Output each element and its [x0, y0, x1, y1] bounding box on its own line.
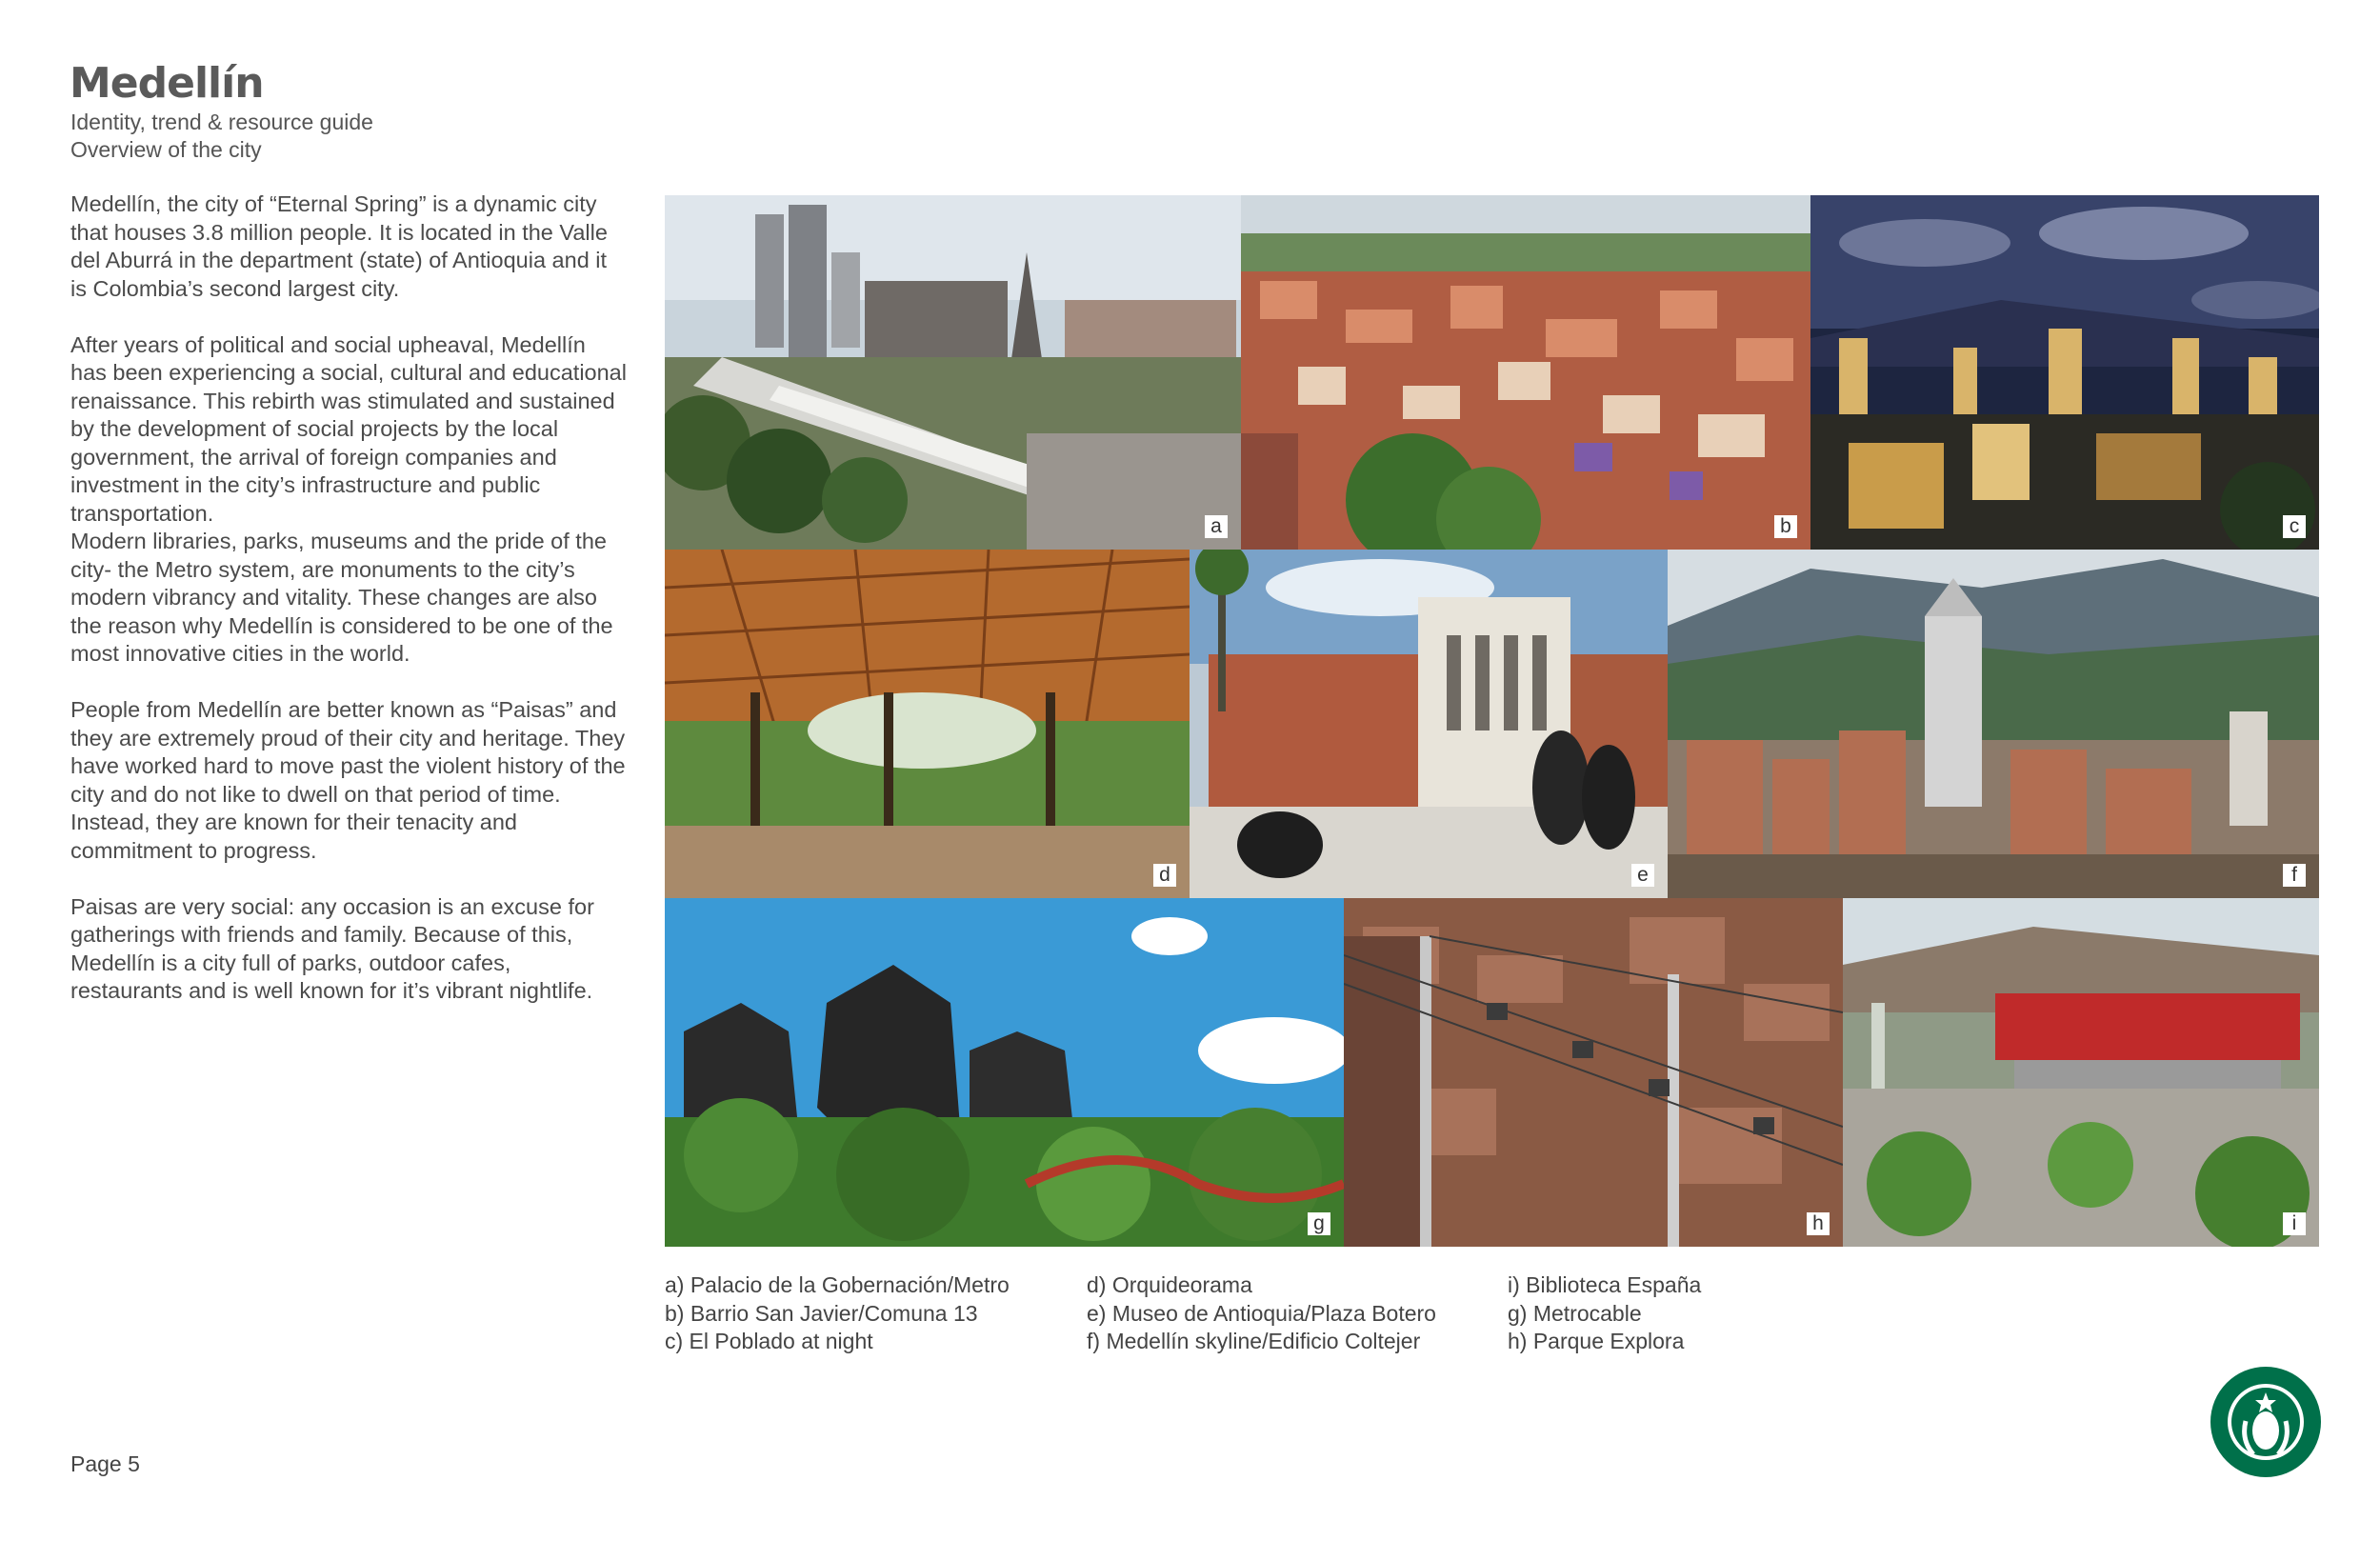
- caption: e) Museo de Antioquia/Plaza Botero: [1087, 1300, 1436, 1326]
- photo-label: a: [1205, 515, 1228, 538]
- caption-column-2: [1087, 1271, 1436, 1356]
- photo-biblioteca-espana: [665, 898, 1344, 1247]
- paragraph: After years of political and social upheaval, Medellín has been experiencing a social, cultural and educational renaissance. This rebirth was stimulated and sustained by the development of social projects by the local government, the arrival of foreign companies and investment in the city’s infrastructure and public transportation.: [70, 331, 627, 526]
- photo-label: e: [1631, 864, 1654, 887]
- photo-barrio-san-javier: [1241, 195, 1810, 550]
- photo-label: d: [1153, 864, 1176, 887]
- intro-text: [70, 190, 628, 1033]
- document-subtitle: Identity, trend & resource guide: [70, 110, 373, 134]
- caption: c) El Poblado at night: [665, 1329, 873, 1353]
- paragraph: Medellín, the city of “Eternal Spring” is a dynamic city that houses 3.8 million people. It is located in the Valle del Aburrá in the department (state) of Antioquia and it is Colombia’s second largest city.: [70, 191, 608, 301]
- photo-label: c: [2283, 515, 2306, 538]
- caption-column-1: [665, 1271, 1010, 1356]
- paragraph: Modern libraries, parks, museums and the pride of the city- the Metro system, are monuments to the city’s modern vibrancy and vitality. These changes are also the reason why Medellín is considered to be one of the most innovative cities in the world.: [70, 529, 613, 666]
- page-title: Medellín: [70, 59, 264, 108]
- caption-column-3: [1508, 1271, 1701, 1356]
- section-subtitle: Overview of the city: [70, 137, 262, 162]
- starbucks-logo-icon: [2208, 1364, 2324, 1480]
- photo-label: i: [2283, 1212, 2306, 1235]
- photo-orquideorama: [665, 550, 1190, 898]
- caption: d) Orquideorama: [1087, 1272, 1252, 1297]
- photo-palacio-metro: [665, 195, 1241, 550]
- caption: f) Medellín skyline/Edificio Coltejer: [1087, 1329, 1421, 1353]
- page-number: Page 5: [70, 1451, 140, 1476]
- caption: h) Parque Explora: [1508, 1329, 1685, 1353]
- photo-parque-explora: [1843, 898, 2319, 1247]
- photo-label: g: [1308, 1212, 1330, 1235]
- paragraph: Paisas are very social: any occasion is an excuse for gatherings with friends and family. Because of this, Medellín is a city full of parks, outdoor cafes, restaurants and is well known for it’s vibrant nightlife.: [70, 893, 594, 1003]
- photo-metrocable: [1344, 898, 1843, 1247]
- caption: b) Barrio San Javier/Comuna 13: [665, 1300, 978, 1326]
- caption: g) Metrocable: [1508, 1300, 1642, 1326]
- photo-el-poblado-night: [1810, 195, 2319, 550]
- photo-label: h: [1807, 1212, 1830, 1235]
- paragraph: People from Medellín are better known as “Paisas” and they are extremely proud of their city and heritage. They have worked hard to move past the violent history of the city and do not like to dwell on that period of time. Instead, they are known for their tenacity and commitment to progress.: [70, 697, 626, 863]
- photo-label: b: [1774, 515, 1797, 538]
- caption: a) Palacio de la Gobernación/Metro: [665, 1272, 1010, 1297]
- caption: i) Biblioteca España: [1508, 1272, 1702, 1297]
- photo-label: f: [2283, 864, 2306, 887]
- photo-medellin-skyline: [1668, 550, 2319, 898]
- photo-museo-antioquia: [1190, 550, 1668, 898]
